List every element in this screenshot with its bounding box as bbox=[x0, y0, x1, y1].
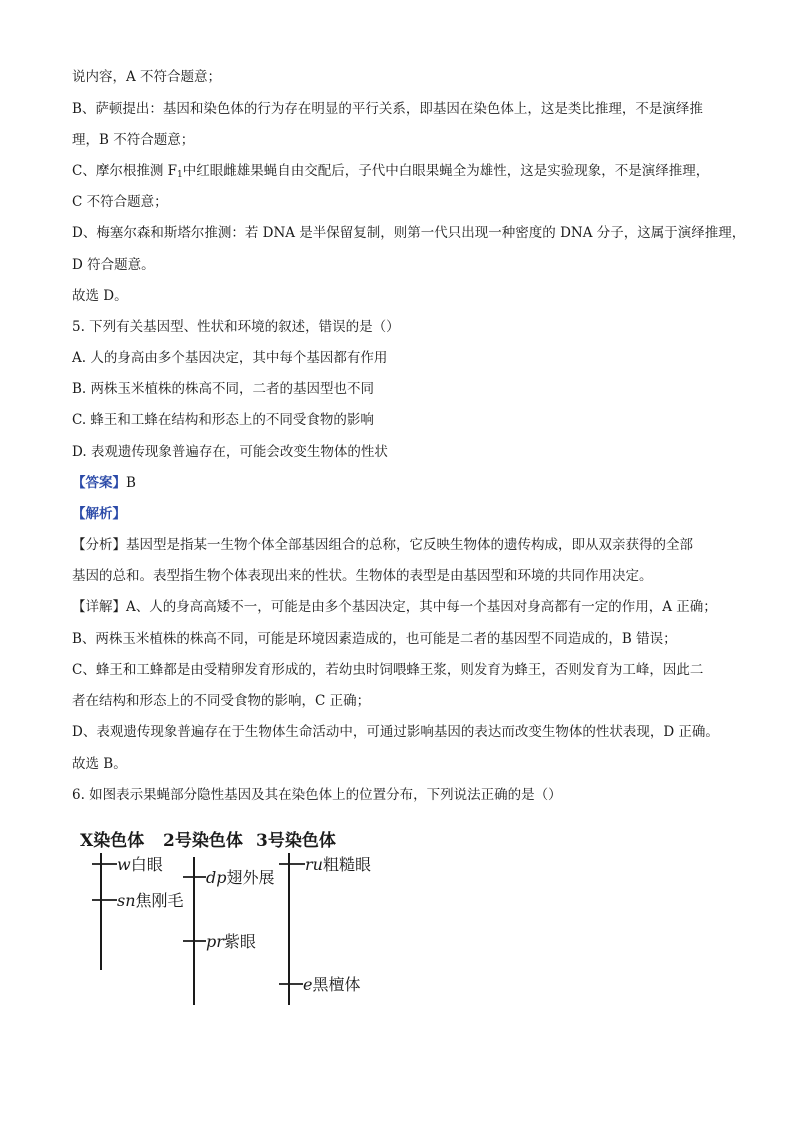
fenxi-tag: 【分析】 bbox=[72, 537, 126, 553]
gene-dp-label: dp翅外展 bbox=[206, 868, 275, 887]
q5-option-a: A. 人的身高由多个基因决定，其中每个基因都有作用 bbox=[72, 350, 388, 366]
gene-w-label: w白眼 bbox=[117, 855, 163, 874]
gene-e-label: e黑檀体 bbox=[303, 975, 361, 994]
chromosome-3-title: 3号染色体 bbox=[256, 831, 336, 851]
xiangjie-tag: 【详解】 bbox=[72, 599, 126, 615]
q5-xiangjie-c2: 者在结构和形态上的不同受食物的影响，C 正确； bbox=[72, 693, 371, 709]
q4-c-text: 中红眼雌雄果蝇自由交配后，子代中白眼果蝇全为雄性，这是实验现象，不是演绎推理， bbox=[182, 163, 710, 179]
gene-ru-label: ru粗糙眼 bbox=[305, 855, 371, 874]
q5-stem: 5. 下列有关基因型、性状和环境的叙述，错误的是（） bbox=[72, 319, 400, 335]
chromosome-2-title: 2号染色体 bbox=[163, 831, 243, 851]
q6-stem: 6. 如图表示果蝇部分隐性基因及其在染色体上的位置分布，下列说法正确的是（） bbox=[72, 787, 562, 803]
q4-option-d-line: D、梅塞尔森和斯塔尔推测：若 DNA 是半保留复制，则第一代只出现一种密度的 DNA 分子，这属于演绎推理， bbox=[72, 225, 746, 241]
q5-fenxi-line-2: 基因的总和。表型指生物个体表现出来的性状。生物体的表型是由基因型和环境的共同作用决定。 bbox=[72, 568, 653, 584]
q4-text-line: D 符合题意。 bbox=[72, 257, 155, 273]
q5-fenxi-line-1 bbox=[72, 536, 693, 554]
answer-value: B bbox=[126, 475, 136, 491]
chromosome-x-title: X染色体 bbox=[80, 831, 145, 851]
gene-pr-label: pr紫眼 bbox=[206, 932, 256, 951]
q4-text-line: 说内容，A 不符合题意； bbox=[72, 69, 222, 85]
q4-conclusion: 故选 D。 bbox=[72, 288, 128, 304]
q5-xiangjie-c1: C、蜂王和工蜂都是由受精卵发育形成的，若幼虫时饲喂蜂王浆，则发育为蜂王，否则发育为工峰，因此二 bbox=[72, 662, 704, 678]
q5-answer bbox=[72, 474, 136, 492]
q5-xiangjie-d: D、表观遗传现象普遍存在于生物体生命活动中，可通过影响基因的表达而改变生物体的性状表现，D 正确。 bbox=[72, 724, 719, 740]
answer-tag: 【答案】 bbox=[72, 475, 126, 491]
q4-c-subscript: 1 bbox=[177, 170, 183, 180]
q5-option-b: B. 两株玉米植株的株高不同，二者的基因型也不同 bbox=[72, 381, 375, 397]
q5-xiangjie-a bbox=[72, 598, 717, 616]
q5-analysis-heading bbox=[72, 505, 126, 523]
q4-text-line: C 不符合题意； bbox=[72, 194, 168, 210]
fenxi-text: 基因型是指某一生物个体全部基因组合的总称，它反映生物体的遗传构成，即从双亲获得的全部 bbox=[126, 537, 693, 553]
q4-option-c-line bbox=[72, 162, 709, 184]
q5-xiangjie-b: B、两株玉米植株的株高不同，可能是环境因素造成的，也可能是二者的基因型不同造成的，B 错误； bbox=[72, 631, 677, 647]
q5-option-c: C. 蜂王和工蜂在结构和形态上的不同受食物的影响 bbox=[72, 412, 374, 428]
q4-text-line: 理，B 不符合题意； bbox=[72, 132, 195, 148]
xiangjie-a-text: A、人的身高高矮不一，可能是由多个基因决定，其中每一个基因对身高都有一定的作用，A 正确； bbox=[126, 599, 717, 615]
analysis-tag: 【解析】 bbox=[72, 506, 126, 522]
q4-c-prefix: C、摩尔根推测 F bbox=[72, 163, 177, 179]
q5-conclusion: 故选 B。 bbox=[72, 756, 127, 772]
q5-option-d: D. 表观遗传现象普遍存在，可能会改变生物体的性状 bbox=[72, 444, 388, 460]
gene-sn-label: sn焦刚毛 bbox=[117, 891, 184, 910]
q4-option-b-line: B、萨顿提出：基因和染色体的行为存在明显的平行关系，即基因在染色体上，这是类比推理，不是演绎推 bbox=[72, 101, 703, 117]
